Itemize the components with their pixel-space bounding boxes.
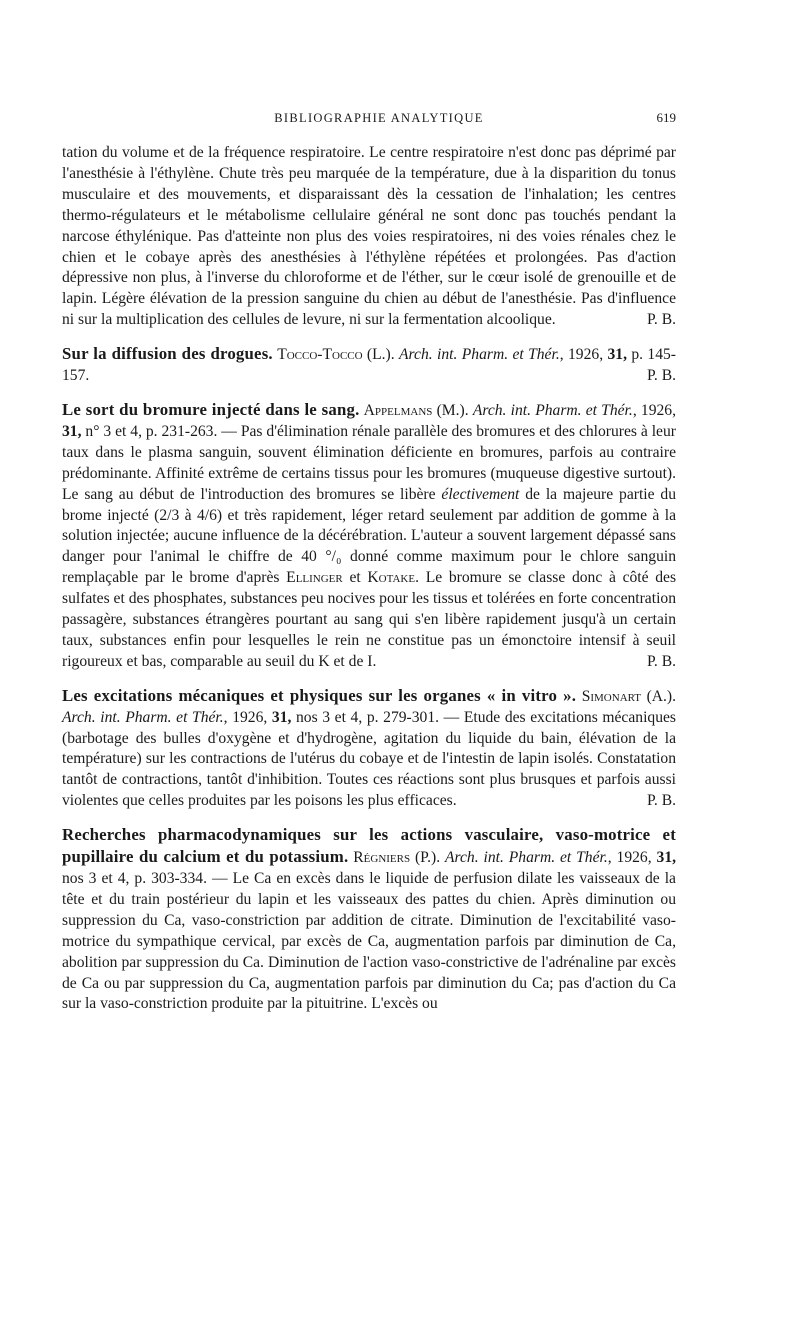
entry-author: Régniers (P.). [353, 849, 441, 867]
entry-author: Appelmans (M.). [363, 401, 469, 419]
entry-pages: p. 145-157. [62, 346, 676, 385]
entry-abstract: de la majeure partie du brome injecté (2/3 à 4/6) et très rapidement, léger retard seulement par addition de gomme à la solution injectée; aucune influence de la décérébration. L'auteur a souvent largement dépassé sans danger pour l'animal le chiffre de 40 °/₀ donné comme maximum pour le chlore sanguin remplaçable par le brome d'après [62, 485, 677, 587]
signature: P. B. [646, 652, 676, 670]
entry-year: 1926, [568, 346, 604, 364]
bibliography-entry: Sur la diffusion des drogues. Tocco-Tocco (L.). Arch. int. Pharm. et Thér., 1926, 31, p. 145-157. P. B. [62, 344, 676, 387]
entry-volume: 31, [607, 346, 627, 364]
bibliography-entry: Les excitations mécaniques et physiques sur les organes « in vitro ». Simonart (A.). Arch. int. Pharm. et Thér., 1926, 31, nos 3 et 4, p. 279-301. — Etude des excitations mécaniques (barbotage des bulles d'oxygène et d'hydrogène, agitation du liquide du bain, élévation de la température) sur les contractions de l'utérus du cobaye et de l'intestin de lapin isolés. Constatation tantôt de contractions, tantôt d'inhibition. Toutes ces réactions sont plus brusques et parfois aussi violentes que celles produites par les poisons les plus efficaces. P. B. [62, 686, 676, 812]
entry-year: 1926, [616, 849, 652, 867]
running-header [62, 108, 676, 128]
entry-abstract: Le Ca en excès dans le liquide de perfusion dilate les vaisseaux de la tête et du train postérieur du lapin et les vaisseaux des pattes du chien. Après diminution ou suppression du Ca, vaso-constriction par addition de citrate. Diminution de l'excitabilité vaso-motrice du sympathique cervical, par excès de Ca, augmentation parfois par diminution de Ca, abolition par suppression du Ca. Diminution de l'action vaso-constrictive de l'adrénaline par excès de Ca ou par suppression du Ca, augmentation parfois par diminution du Ca; pas d'action du Ca sur la vaso-constriction produite par la pituitrine. L'excès ou [62, 870, 676, 1013]
page-number: 619 [656, 110, 676, 125]
entry-abstract: Pas d'élimination rénale parallèle des bromures et des chlorures à leur taux dans le plasma sanguin, souvent élimination déficiente en bromures, parfois au contraire prédominante. Affinité extrême de certains tissus pour les bromures (muqueuse digestive surtout). Le sang au début de l'introduction des bromures se libère [62, 422, 676, 503]
signature: P. B. [646, 792, 676, 810]
entry-year: 1926, [232, 708, 268, 726]
bibliography-entry: Le sort du bromure injecté dans le sang. Appelmans (M.). Arch. int. Pharm. et Thér., 1926, 31, n° 3 et 4, p. 231-263. — Pas d'élimination rénale parallèle des bromures et des chlorures à leur taux dans le plasma sanguin, souvent élimination déficiente en bromures, parfois au contraire prédominante. Affinité extrême de certains tissus pour les bromures (muqueuse digestive surtout). Le sang au début de l'introduction des bromures se libère électivement de la majeure partie du brome injecté (2/3 à 4/6) et très rapidement, léger retard seulement par addition de gomme à la solution injectée; aucune influence de la décérébration. L'auteur a souvent largement dépassé sans danger pour l'animal le chiffre de 40 °/₀ donné comme maximum pour le chlore sanguin remplaçable par le brome d'après Ellinger et Kotake. Le bromure se classe donc à côté des sulfates et des phosphates, substances peu nocives pour les tissus et tolérées en forte concentration passagère, substances étrangères pourtant au sang qui s'en libère rapidement jusqu'à un certain taux, substances enfin pour lesquelles le rein ne constitue pas un émonctoire intensif à seuil rigoureux et bas, comparable au seuil du K et de I. P. B. [62, 400, 676, 673]
entry-title: Les excitations mécaniques et physiques sur les organes « in vitro ». [62, 685, 577, 705]
entry-emphasis: électivement [441, 485, 520, 503]
entry-year: 1926, [640, 401, 676, 419]
entry-pages: nos 3 et 4, p. 279-301. — [296, 708, 460, 726]
running-title: BIBLIOGRAPHIE ANALYTIQUE [274, 111, 484, 125]
entry-volume: 31, [656, 849, 677, 867]
entry-abstract: Le bromure se classe donc à côté des sulfates et des phosphates, substances peu nocives pour les tissus et tolérées en forte concentration passagère, substances étrangères pourtant au sang qui s'en libère rapidement jusqu'à un certain taux, substances enfin pour lesquelles le rein ne constitue pas un émonctoire intensif à seuil rigoureux et bas, comparable au seuil du K et de I. [62, 569, 677, 670]
entry-title: Sur la diffusion des drogues. [62, 344, 273, 364]
entry-abstract: Etude des excitations mécaniques (barbotage des bulles d'oxygène et d'hydrogène, agitation du liquide du bain, élévation de la température) sur les contractions de l'utérus du cobaye et de l'intestin de lapin isolés. Constatation tantôt de contractions, tantôt d'inhibition. Toutes ces réactions sont plus brusques et parfois aussi violentes que celles produites par les poisons les plus efficaces. [62, 708, 676, 810]
entry-author: Tocco-Tocco (L.). [277, 346, 395, 364]
entry-author: Simonart (A.). [581, 687, 677, 705]
entry-title: Recherches pharmacodynamiques sur les actions vasculaire, vaso-motrice et pupillaire du calcium et du potassium. [62, 825, 676, 867]
page-content [62, 143, 676, 1015]
signature: P. B. [646, 311, 676, 329]
cited-author: Kotake. [367, 569, 419, 587]
bibliography-entry: Recherches pharmacodynamiques sur les actions vasculaire, vaso-motrice et pupillaire du calcium et du potassium. Régniers (P.). Arch. int. Pharm. et Thér., 1926, 31, nos 3 et 4, p. 303-334. — Le Ca en excès dans le liquide de perfusion dilate les vaisseaux de la tête et du train postérieur du lapin et les vaisseaux des pattes du chien. Après diminution ou suppression du Ca, vaso-constriction par addition de citrate. Diminution de l'excitabilité vaso-motrice du sympathique cervical, par excès de Ca, augmentation parfois par diminution de Ca, abolition par suppression du Ca. Diminution de l'action vaso-constrictive de l'adrénaline par excès de Ca ou par suppression du Ca, augmentation parfois par diminution du Ca; pas d'action du Ca sur la vaso-constriction produite par la pituitrine. L'excès ou [62, 825, 677, 1013]
continuation-paragraph [62, 143, 676, 331]
entry-journal: Arch. int. Pharm. et Thér. [472, 401, 633, 419]
entry-title: Le sort du bromure injecté dans le sang. [62, 399, 360, 419]
entry-journal: Arch. int. Pharm. et Thér. [445, 849, 608, 867]
entry-pages: nos 3 et 4, p. 303-334. — [62, 870, 228, 887]
entry-pages: n° 3 et 4, p. 231-263. — [85, 422, 237, 440]
entry-volume: 31, [62, 422, 82, 440]
entry-abstract: et [349, 569, 361, 587]
signature: P. B. [646, 367, 676, 385]
continuation-text: tation du volume et de la fréquence respiratoire. Le centre respiratoire n'est donc pas déprimé par l'anesthésie à l'éthylène. Chute très peu marquée de la température, due à la disparition du tonus musculaire et des mouvements, et disparaissant dès la cessation de l'inhalation; les centres thermo-régulateurs et le métabolisme cellulaire général ne sont donc pas touchés pendant la narcose éthylénique. Pas d'atteinte non plus des voies respiratoires, ni des voies rénales chez le chien et le cobaye après des anesthésies à l'éthylène répétées et prolongées. Pas d'action dépressive non plus, à l'inverse du chloroforme et de l'éther, sur le cœur isolé de grenouille et de lapin. Légère élévation de la pression sanguine du chien au début de l'anesthésie. Pas d'influence ni sur la multiplication des cellules de levure, ni sur la fermentation alcoolique. [62, 144, 676, 329]
entry-journal: Arch. int. Pharm. et Thér. [399, 346, 560, 364]
cited-author: Ellinger [286, 569, 343, 587]
entry-journal: Arch. int. Pharm. et Thér. [62, 708, 224, 726]
entry-volume: 31, [271, 708, 292, 726]
